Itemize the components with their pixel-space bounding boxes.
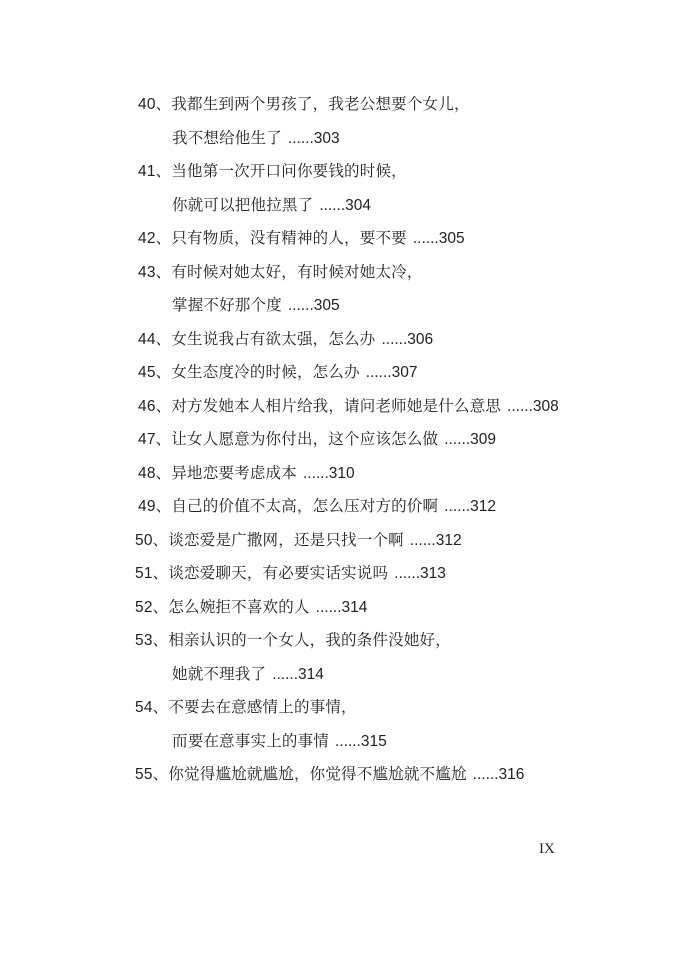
toc-entry-number: 42、	[138, 230, 172, 247]
toc-entry-continuation	[172, 195, 371, 216]
toc-entry	[138, 496, 496, 517]
toc-page-number: 314	[341, 598, 368, 616]
toc-entry	[138, 262, 423, 283]
toc-entry-continuation	[172, 295, 340, 316]
toc-leader-dots: ......	[409, 531, 436, 549]
toc-page-number: 306	[407, 330, 434, 348]
toc-entry	[138, 329, 433, 350]
toc-page-number: 308	[532, 397, 559, 415]
toc-entry	[135, 563, 446, 584]
toc-leader-dots: ......	[335, 732, 361, 750]
toc-leader-dots: ......	[302, 464, 329, 482]
toc-entry-number: 41、	[138, 163, 172, 180]
toc-page-number: 314	[298, 665, 324, 683]
toc-entry-title: 不要去在意感情上的事情，	[168, 698, 357, 716]
toc-entry-number: 43、	[138, 263, 172, 281]
toc-entry-title: 异地恋要考虑成本	[171, 463, 297, 482]
toc-leader-dots: ......	[315, 598, 342, 616]
toc-entry-number: 55、	[135, 766, 169, 783]
toc-entry	[135, 630, 451, 651]
toc-entry-continuation	[172, 664, 324, 685]
toc-entry-number: 46、	[138, 397, 172, 415]
toc-entry-title: 相亲认识的一个女人，我的条件没她好，	[168, 631, 451, 649]
toc-entry-continuation	[172, 731, 387, 752]
toc-entry	[138, 429, 496, 450]
toc-entry-number: 52、	[135, 598, 169, 616]
toc-entry-number: 51、	[135, 565, 169, 582]
toc-leader-dots: ......	[365, 364, 392, 381]
toc-page-number: 309	[470, 431, 496, 448]
toc-entry-number: 48、	[138, 464, 172, 482]
toc-leader-dots: ......	[381, 330, 408, 348]
toc-page-number: 312	[435, 531, 462, 549]
toc-entry-title: 当他第一次开口问你要钱的时候，	[171, 162, 407, 180]
toc-entry	[135, 597, 367, 618]
toc-leader-dots: ......	[287, 297, 314, 314]
toc-entry-title: 你觉得尴尬就尴尬，你觉得不尴尬就不尴尬	[168, 765, 467, 783]
toc-leader-dots: ......	[394, 565, 420, 582]
toc-entry-number: 53、	[135, 632, 169, 649]
toc-entry-title: 我不想给他生了	[172, 128, 282, 147]
toc-entry-number: 54、	[135, 699, 169, 716]
toc-leader-dots: ......	[444, 498, 471, 515]
toc-page-number: 305	[313, 297, 340, 314]
toc-entry-number: 44、	[138, 330, 172, 348]
toc-entry	[138, 94, 470, 115]
toc-leader-dots: ......	[319, 196, 346, 214]
toc-entry	[138, 228, 465, 249]
toc-entry-title: 只有物质，没有精神的人，要不要	[171, 229, 407, 247]
toc-entry-number: 49、	[138, 498, 172, 515]
toc-entry	[138, 161, 407, 182]
toc-entry-number: 45、	[138, 364, 172, 381]
toc-entry-title: 谈恋爱是广撒网，还是只找一个啊	[168, 530, 404, 549]
toc-entry-title: 怎么婉拒不喜欢的人	[168, 597, 310, 616]
toc-page-number: 316	[498, 766, 525, 783]
toc-entry	[138, 396, 559, 417]
toc-entry-continuation	[172, 128, 340, 149]
toc-entry	[135, 697, 357, 718]
toc-leader-dots: ......	[507, 397, 533, 415]
toc-leader-dots: ......	[412, 230, 439, 247]
toc-page-number: 305	[438, 230, 465, 247]
toc-entry-title: 她就不理我了	[172, 664, 267, 683]
toc-leader-dots: ......	[287, 129, 314, 147]
toc-entry	[138, 362, 417, 383]
toc-entry	[135, 530, 462, 551]
toc-entry-title: 谈恋爱聊天，有必要实话实说吗	[168, 564, 389, 582]
toc-entry-title: 女生态度冷的时候，怎么办	[171, 363, 360, 381]
toc-entry-title: 让女人愿意为你付出，这个应该怎么做	[171, 430, 439, 448]
page-number: IX	[539, 841, 555, 857]
toc-entry-title: 自己的价值不太高，怎么压对方的价啊	[171, 497, 439, 515]
toc-page-number: 310	[328, 464, 355, 482]
toc-page-number: 304	[345, 196, 372, 214]
toc-leader-dots: ......	[472, 766, 499, 783]
toc-entry	[135, 764, 524, 785]
toc-page-number: 315	[360, 732, 387, 750]
toc-entry-number: 47、	[138, 431, 172, 448]
toc-leader-dots: ......	[444, 431, 471, 448]
toc-leader-dots: ......	[272, 665, 299, 683]
toc-entry-title: 有时候对她太好，有时候对她太冷，	[171, 262, 423, 281]
toc-entry-title: 掌握不好那个度	[172, 296, 282, 314]
toc-entry-number: 40、	[138, 96, 172, 113]
toc-entry-title: 我都生到两个男孩了，我老公想要个女儿，	[171, 95, 470, 113]
toc-page-number: 312	[470, 498, 496, 515]
toc-page-number: 303	[313, 129, 340, 147]
toc-entry-number: 50、	[135, 531, 169, 549]
toc-entry-title: 而要在意事实上的事情	[172, 731, 330, 750]
toc-entry	[138, 463, 355, 484]
toc-entry-title: 你就可以把他拉黑了	[172, 195, 314, 214]
toc-entry-title: 女生说我占有欲太强，怎么办	[171, 329, 376, 348]
toc-page-number: 307	[391, 364, 418, 381]
toc-entry-title: 对方发她本人相片给我，请问老师她是什么意思	[171, 396, 502, 415]
toc-page-number: 313	[420, 565, 446, 582]
